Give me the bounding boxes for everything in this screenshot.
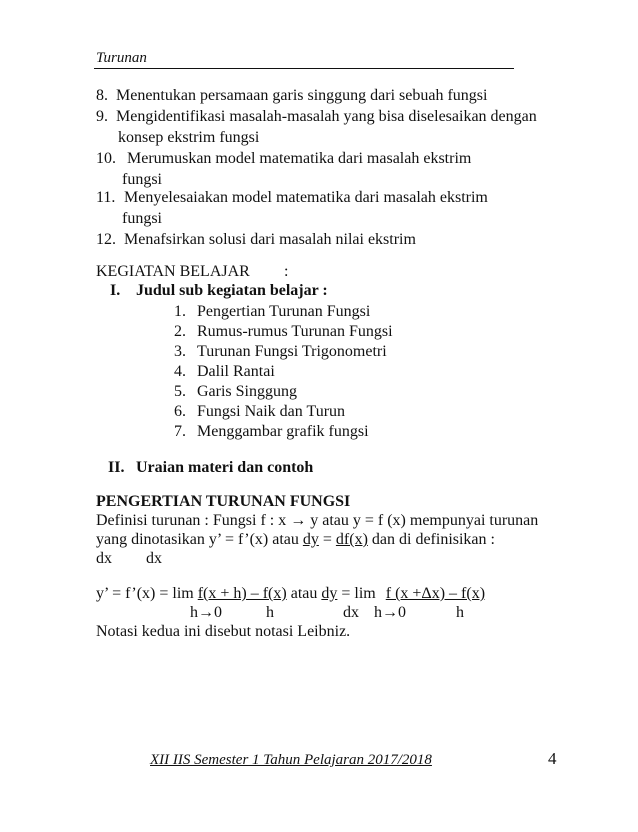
activity-label: KEGIATAN BELAJAR xyxy=(96,263,250,280)
denominator-dx: dx xyxy=(343,604,359,621)
subtopic-num: 7. xyxy=(174,423,186,440)
subtopic-num: 3. xyxy=(174,343,186,360)
objective-text-cont: konsep ekstrim fungsi xyxy=(118,129,260,146)
definition-line-2 xyxy=(96,530,495,550)
subtopic-text: Menggambar grafik fungsi xyxy=(197,423,369,440)
objective-num: 9. xyxy=(96,108,108,125)
formula-pre: y’ = f’(x) = lim xyxy=(96,585,198,602)
section-1-num: I. xyxy=(110,282,121,299)
footer-text: XII IIS Semester 1 Tahun Pelajaran 2017/2018 xyxy=(150,752,432,768)
objective-text: Merumuskan model matematika dari masalah ekstrim xyxy=(127,150,472,167)
formula-fraction-1: f(x + h) – f(x) xyxy=(197,585,287,602)
subtopic-text: Turunan Fungsi Trigonometri xyxy=(197,343,387,360)
dfx-numerator: df(x) xyxy=(335,531,368,548)
definition-line-1: Definisi turunan : Fungsi f : x → y atau y = f (x) mempunyai turunan xyxy=(96,512,539,529)
derivative-formula xyxy=(96,584,485,604)
subtopic-num: 1. xyxy=(174,303,186,320)
dx-denominator-1: dx xyxy=(96,550,112,567)
subtopic-num: 6. xyxy=(174,403,186,420)
section-2-num: II. xyxy=(108,459,125,476)
denominator-h-1: h xyxy=(266,604,274,621)
formula-lim-2: = lim xyxy=(337,585,380,602)
subtopic-num: 4. xyxy=(174,363,186,380)
objective-text: Mengidentifikasi masalah-masalah yang bisa diselesaikan dengan xyxy=(116,108,537,125)
subtopic-text: Pengertian Turunan Fungsi xyxy=(197,303,371,320)
definition-line-2-pre: yang dinotasikan y’ = f’(x) atau xyxy=(96,531,303,548)
formula-mid: atau xyxy=(286,585,322,602)
objective-text: Menafsirkan solusi dari masalah nilai ekstrim xyxy=(124,231,416,248)
activity-colon: : xyxy=(284,263,289,280)
subtopic-num: 5. xyxy=(174,383,186,400)
objective-num: 8. xyxy=(96,87,108,104)
running-header: Turunan xyxy=(96,50,147,66)
objective-num: 10. xyxy=(96,150,116,167)
formula-dy: dy xyxy=(321,585,338,602)
subtopic-text: Dalil Rantai xyxy=(197,363,275,380)
dx-denominator-2: dx xyxy=(146,550,162,567)
objective-num: 12. xyxy=(96,231,116,248)
subtopic-text: Rumus-rumus Turunan Fungsi xyxy=(197,323,393,340)
limit-subscript-2: h→0 xyxy=(374,604,406,621)
subtopic-text: Fungsi Naik dan Turun xyxy=(197,403,346,420)
section-1-title: Judul sub kegiatan belajar : xyxy=(136,282,328,299)
definition-heading: PENGERTIAN TURUNAN FUNGSI xyxy=(96,493,351,510)
objective-text: Menentukan persamaan garis singgung dari sebuah fungsi xyxy=(116,87,488,104)
page-number: 4 xyxy=(548,749,557,768)
limit-subscript-1: h→0 xyxy=(190,604,222,621)
section-2-title: Uraian materi dan contoh xyxy=(136,459,314,476)
header-rule xyxy=(94,68,514,69)
subtopic-num: 2. xyxy=(174,323,186,340)
denominator-h-2: h xyxy=(456,604,464,621)
formula-fraction-2: f (x +Δx) – f(x) xyxy=(385,585,486,602)
definition-line-2-post: dan di definisikan : xyxy=(367,531,495,548)
leibniz-note: Notasi kedua ini disebut notasi Leibniz. xyxy=(96,623,351,640)
objective-text-cont: fungsi xyxy=(122,171,162,188)
dy-numerator: dy xyxy=(302,531,319,548)
objective-num: 11. xyxy=(96,189,116,206)
objective-text: Menyelesaiakan model matematika dari masalah ekstrim xyxy=(124,189,488,206)
equals-sign: = xyxy=(318,531,336,548)
subtopic-text: Garis Singgung xyxy=(197,383,297,400)
objective-text-cont: fungsi xyxy=(122,210,162,227)
